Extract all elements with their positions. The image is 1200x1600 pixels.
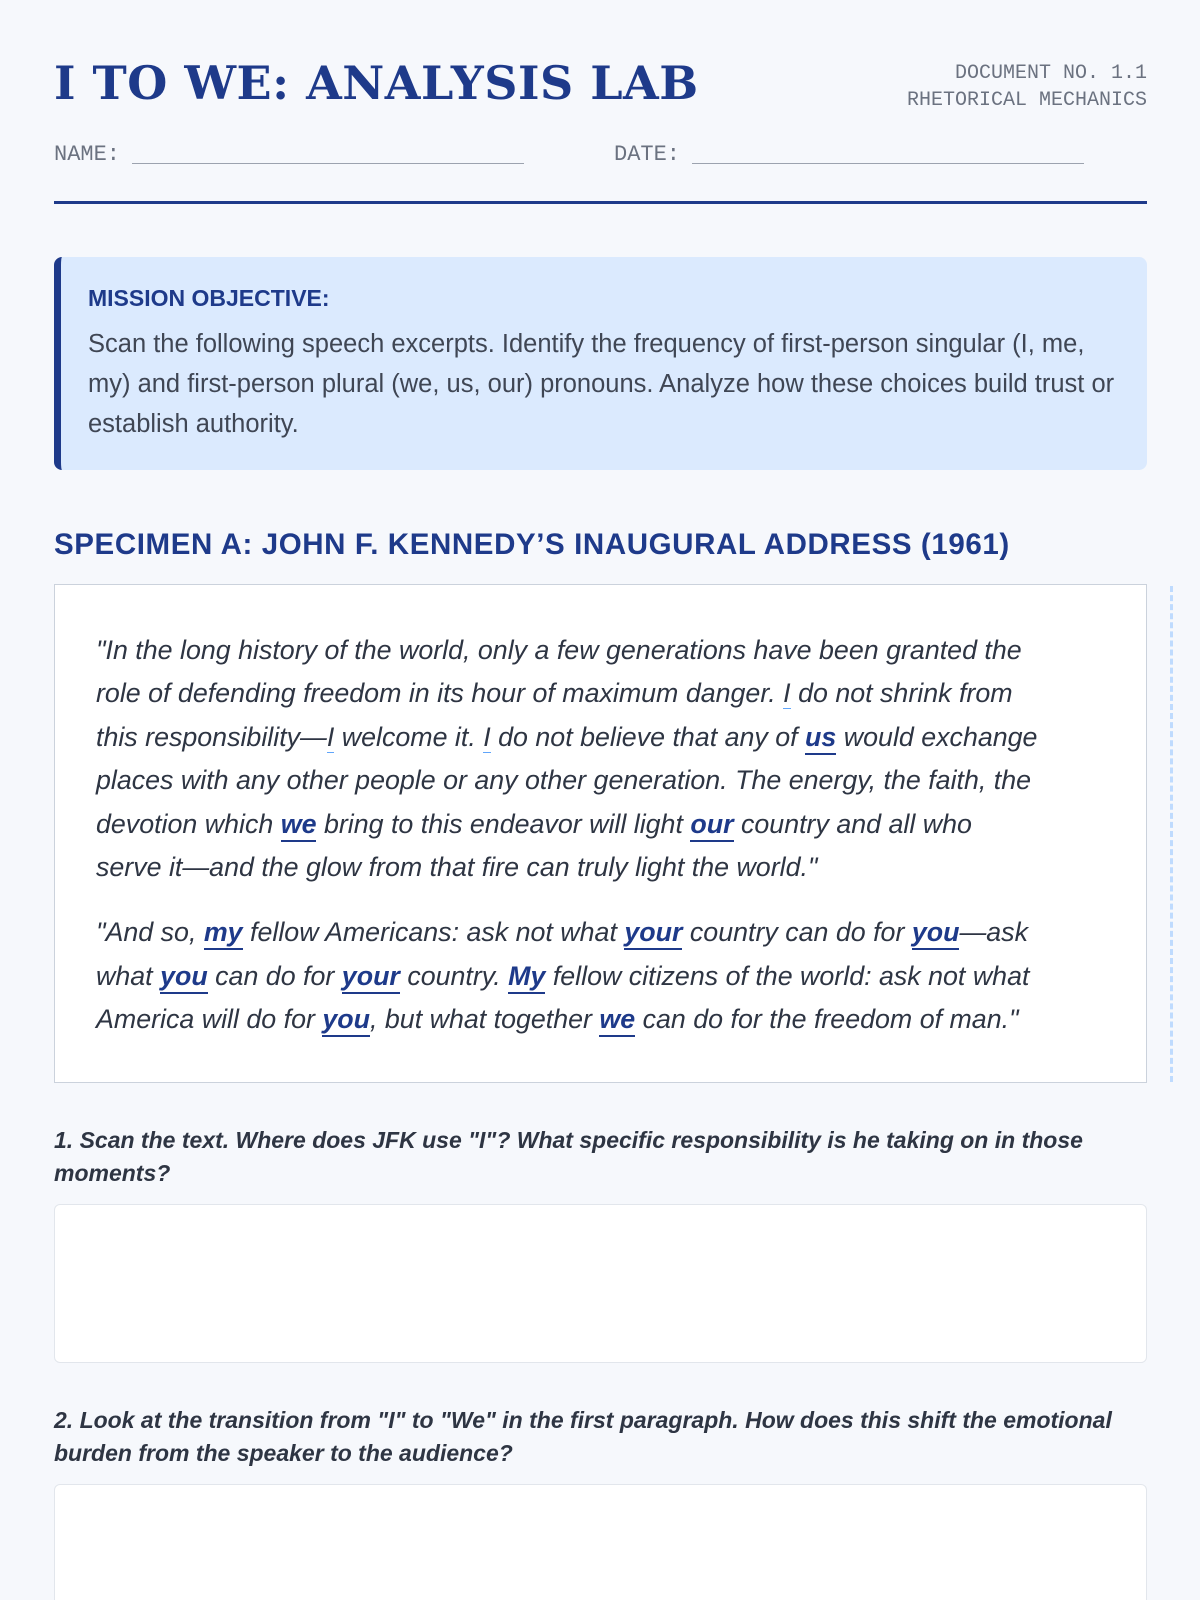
name-label: NAME: bbox=[54, 142, 121, 167]
quote-line bbox=[96, 846, 1105, 889]
document-subtitle: RHETORICAL MECHANICS bbox=[906, 89, 1147, 112]
answer-box-1[interactable] bbox=[54, 1204, 1147, 1363]
answer-box-2[interactable] bbox=[54, 1484, 1147, 1600]
quote-paragraph-1 bbox=[96, 629, 1105, 889]
quote-text: country and all who bbox=[741, 808, 972, 839]
speech-excerpt-box bbox=[54, 584, 1147, 1083]
quote-text: serve it—and the glow from that fire can truly light the world." bbox=[96, 852, 818, 883]
quote-text: what bbox=[96, 960, 153, 991]
pronoun-i: I bbox=[483, 721, 491, 752]
quote-text: bring to this endeavor will light bbox=[323, 808, 683, 839]
quote-line bbox=[96, 803, 1105, 846]
pronoun-my: My bbox=[508, 961, 545, 994]
worksheet-page bbox=[54, 0, 1147, 1466]
quote-line bbox=[96, 672, 1105, 715]
pronoun-you: you bbox=[912, 917, 960, 950]
quote-text: devotion which bbox=[96, 808, 274, 839]
quote-text: do not shrink from bbox=[798, 678, 1013, 709]
quote-text: , but what together bbox=[370, 1004, 592, 1035]
name-blank-line[interactable] bbox=[132, 144, 524, 164]
pronoun-your: your bbox=[342, 961, 400, 994]
worksheet-title: I TO WE: ANALYSIS LAB bbox=[54, 56, 699, 110]
quote-text: country. bbox=[407, 960, 501, 991]
pronoun-i: I bbox=[326, 721, 335, 752]
pronoun-we: we bbox=[599, 1004, 635, 1037]
pronoun-us: us bbox=[805, 722, 836, 755]
pronoun-our: our bbox=[690, 809, 733, 842]
quote-text: —ask bbox=[959, 917, 1028, 948]
mission-objective-callout bbox=[54, 257, 1147, 470]
quote-text: welcome it. bbox=[341, 721, 476, 752]
quote-text: country can do for bbox=[689, 917, 905, 948]
document-info bbox=[907, 60, 1147, 114]
quote-text: can do for the freedom of man." bbox=[642, 1004, 1019, 1035]
mission-label: MISSION OBJECTIVE: bbox=[88, 285, 330, 311]
quote-line bbox=[96, 911, 1105, 954]
date-field[interactable] bbox=[614, 142, 1084, 167]
question-1: 1. Scan the text. Where does JFK use "I"? What specific responsibility is he taking on in those moments? bbox=[54, 1127, 1083, 1186]
quote-line bbox=[96, 716, 1105, 759]
pronoun-your: your bbox=[624, 917, 682, 950]
margin-dashed-line bbox=[1170, 586, 1173, 1082]
specimen-title: SPECIMEN A: JOHN F. KENNEDY’S INAUGURAL ADDRESS (1961) bbox=[54, 528, 1010, 561]
quote-text: role of defending freedom in its hour of maximum danger. bbox=[96, 678, 776, 709]
quote-text: fellow citizens of the world: ask not what bbox=[552, 960, 1030, 991]
quote-line bbox=[96, 955, 1105, 998]
document-number: DOCUMENT NO. 1.1 bbox=[954, 62, 1147, 85]
worksheet-header bbox=[54, 0, 1147, 204]
quote-text: fellow Americans: ask not what bbox=[250, 917, 617, 948]
quote-line bbox=[96, 998, 1105, 1041]
pronoun-my: my bbox=[204, 917, 243, 950]
pronoun-you: you bbox=[322, 1004, 370, 1037]
quote-text: do not believe that any of bbox=[498, 721, 798, 752]
pronoun-i: I bbox=[783, 678, 791, 709]
quote-text: this responsibility— bbox=[96, 721, 327, 752]
quote-paragraph-2 bbox=[96, 911, 1105, 1041]
quote-text: places with any other people or any other generation. The energy, the faith, the bbox=[96, 765, 1032, 796]
quote-line bbox=[96, 629, 1105, 672]
pronoun-you: you bbox=[160, 961, 208, 994]
pronoun-we: we bbox=[281, 809, 317, 842]
quote-text: "And so, bbox=[96, 917, 197, 948]
quote-text: can do for bbox=[215, 960, 335, 991]
quote-line bbox=[96, 759, 1105, 802]
name-field[interactable] bbox=[54, 142, 524, 167]
quote-text: "In the long history of the world, only a few generations have been granted the bbox=[96, 635, 1022, 665]
quote-text: America will do for bbox=[96, 1004, 315, 1035]
quote-text: would exchange bbox=[843, 721, 1038, 752]
date-blank-line[interactable] bbox=[692, 144, 1084, 164]
question-2: 2. Look at the transition from "I" to "We" in the first paragraph. How does this shift the emotional burden from the speaker to the audience? bbox=[54, 1407, 1112, 1466]
mission-text: Scan the following speech excerpts. Identify the frequency of first-person singular (I, me, my) and first-person plural (we, us, our) pronouns. Analyze how these choices build trust or establish authority. bbox=[88, 330, 1115, 438]
date-label: DATE: bbox=[614, 142, 681, 167]
